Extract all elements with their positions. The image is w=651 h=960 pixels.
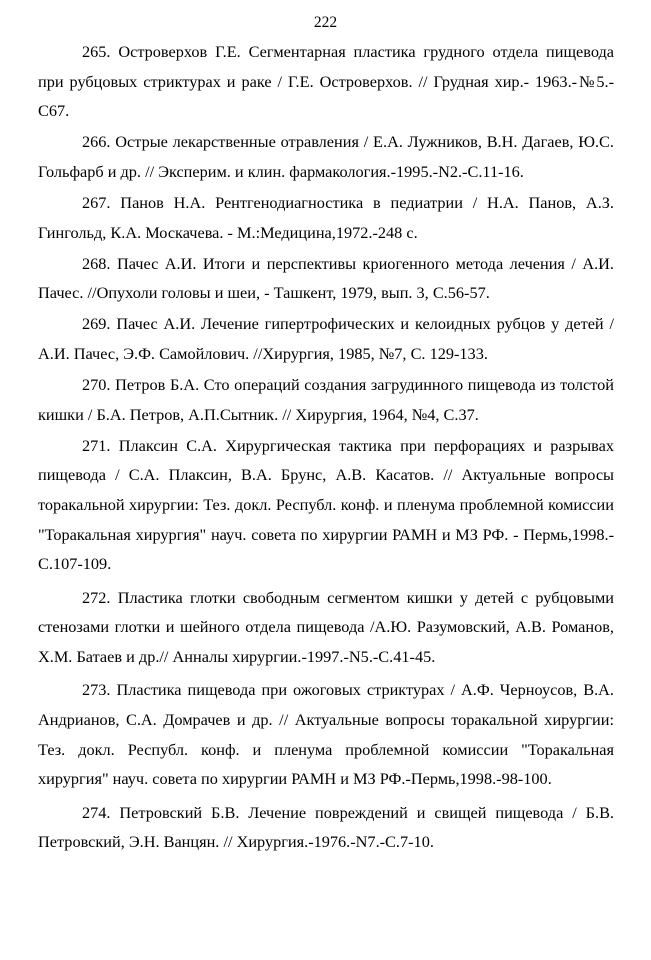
reference-item-273: 273. Пластика пищевода при ожоговых стриктурах / А.Ф. Черноусов, В.А. Андрианов, С.А. Домрачев и др. // Актуальные вопросы торакальной хирургии: Тез. докл. Республ. конф. и пленума проблемной комиссии "Торакальная хирургия" науч. совета по хирургии РАМН и МЗ РФ.-Пермь,1998.-98-100. <box>38 680 614 789</box>
reference-list <box>38 37 614 857</box>
reference-item-271: 271. Плаксин С.А. Хирургическая тактика при перфорациях и разрывах пищевода / С.А. Плаксин, В.А. Брунс, А.В. Касатов. // Актуальные вопросы торакальной хирургии: Тез. докл. Республ. конф. и пленума проблемной комиссии "Торакальная хирургия" науч. совета по хирургии РАМН и МЗ РФ. - Пермь,1998.-С.107-109. <box>38 435 614 574</box>
reference-item-267: 267. Панов Н.А. Рентгенодиагностика в педиатрии / Н.А. Панов, А.З. Гингольд, К.А. Москачева. - М.:Медицина,1972.-248 с. <box>38 192 614 242</box>
reference-item-268: 268. Пачес А.И. Итоги и перспективы криогенного метода лечения / А.И. Пачес. //Опухоли головы и шеи, - Ташкент, 1979, вып. 3, С.56-57. <box>38 253 614 303</box>
page-number: 222 <box>313 14 338 31</box>
reference-item-266: 266. Острые лекарственные отравления / Е.А. Лужников, В.Н. Дагаев, Ю.С. Гольфарб и др. // Эксперим. и клин. фармакология.-1995.-N2.-С.11-16. <box>38 132 614 181</box>
reference-item-274: 274. Петровский Б.В. Лечение повреждений и свищей пищевода / Б.В. Петровский, Э.Н. Ванцян. // Хирургия.-1976.-N7.-С.7-10. <box>38 802 614 852</box>
reference-item-272: 272. Пластика глотки свободным сегментом кишки у детей с рубцовыми стенозами глотки и шейного отдела пищевода /А.Ю. Разумовский, А.В. Романов, Х.М. Батаев и др.// Анналы хирургии.-1997.-N5.-С.41-45. <box>38 587 614 666</box>
reference-item-265: 265. Островерхов Г.Е. Сегментарная пластика грудного отдела пищевода при рубцовых стриктурах и раке / Г.Е. Островерхов. // Грудная хир.- 1963.-№5.-С67. <box>38 42 614 121</box>
reference-item-269: 269. Пачес А.И. Лечение гипертрофических и келоидных рубцов у детей / А.И. Пачес, Э.Ф. Самойлович. //Хирургия, 1985, №7, С. 129-133. <box>38 314 614 363</box>
reference-item-270: 270. Петров Б.А. Сто операций создания загрудинного пищевода из толстой кишки / Б.А. Петров, А.П.Сытник. // Хирургия, 1964, №4, С.37. <box>38 375 614 424</box>
